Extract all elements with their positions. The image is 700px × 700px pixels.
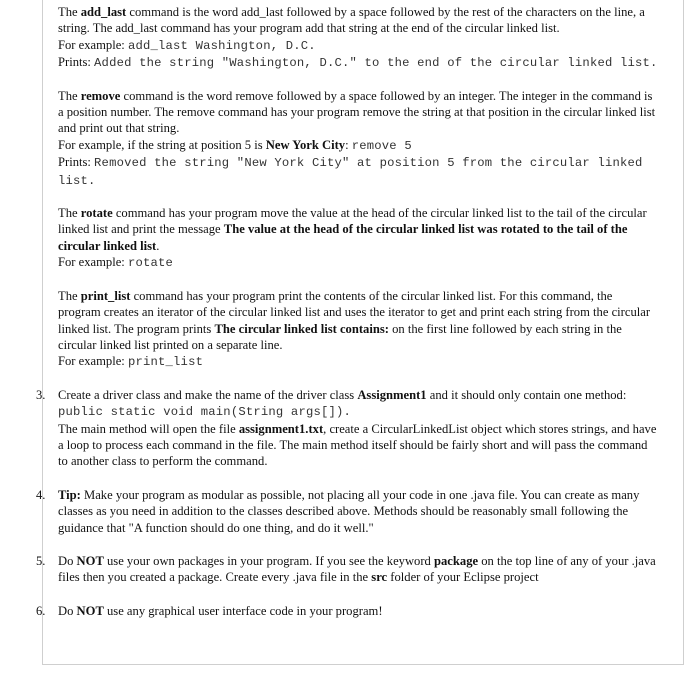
print-list-section <box>58 288 658 371</box>
list-item <box>36 487 658 536</box>
rotate-section <box>58 205 658 272</box>
rotate-example: For example: rotate <box>58 255 174 271</box>
document-body <box>36 4 658 636</box>
rotate-description: The rotate command has your program move the value at the head of the circular linked list to the tail of the circular linked list and print the message The value at the head of the circular linked list was rotated to the tail of the circular linked list. <box>58 206 647 253</box>
remove-prints: Prints: Removed the string "New York City" at position 5 from the circular linked list. <box>58 155 643 188</box>
item-number: 5. <box>36 553 46 568</box>
remove-description: The remove command is the word remove followed by a space followed by an integer. The integer in the command is a position number. The remove command has your program remove the string at that position in the circular linked list and print out that string. <box>58 88 656 136</box>
list-item <box>36 553 658 586</box>
item-number: 4. <box>36 487 46 502</box>
driver-class-text: Create a driver class and make the name of the driver class Assignment1 and it should only contain one method: <box>58 387 627 402</box>
add-last-description: The add_last command is the word add_last followed by a space followed by the rest of the characters on the line, a string. The add_last command has your program add that string at the end of the circular linked list. <box>58 5 645 36</box>
list-item <box>36 603 658 619</box>
gui-text: Do NOT use any graphical user interface code in your program! <box>58 603 383 618</box>
add-last-prints: Prints: Added the string "Washington, D.C." to the end of the circular linked list. <box>58 55 658 71</box>
main-signature: public static void main(String args[]). <box>58 405 352 420</box>
item-number: 3. <box>36 387 46 402</box>
item-number: 6. <box>36 603 46 618</box>
add-last-section <box>58 4 658 72</box>
print-list-description: The print_list command has your program print the contents of the circular linked list. For this command, the program creates an iterator of the circular linked list and uses the iterator to get and print each string from the circular linked list. The program prints The circular linked list contains: on the first line followed by each string in the circular linked list printed on a separate line. <box>58 288 651 352</box>
main-method-text: The main method will open the file assignment1.txt, create a CircularLinkedList object which stores strings, and have a loop to process each command in the file. The main method itself should be fairly short and will pass the command to another class to perform the command. <box>58 421 657 469</box>
remove-example: For example, if the string at position 5 is New York City: remove 5 <box>58 137 412 153</box>
remove-section <box>58 88 658 189</box>
packages-text: Do NOT use your own packages in your program. If you see the keyword package on the top line of any of your .java files then you created a package. Create every .java file in the src folder of your Eclipse project <box>58 553 656 585</box>
print-list-example: For example: print_list <box>58 354 204 370</box>
list-item <box>36 387 658 470</box>
add-last-example: For example: add_last Washington, D.C. <box>58 37 316 53</box>
tip-text: Tip: Make your program as modular as possible, not placing all your code in one .java file. You can create as many classes as you need in addition to the classes described above. Methods should be reasonably small following the guidance that "A function should do one thing, and do it well." <box>58 487 640 535</box>
